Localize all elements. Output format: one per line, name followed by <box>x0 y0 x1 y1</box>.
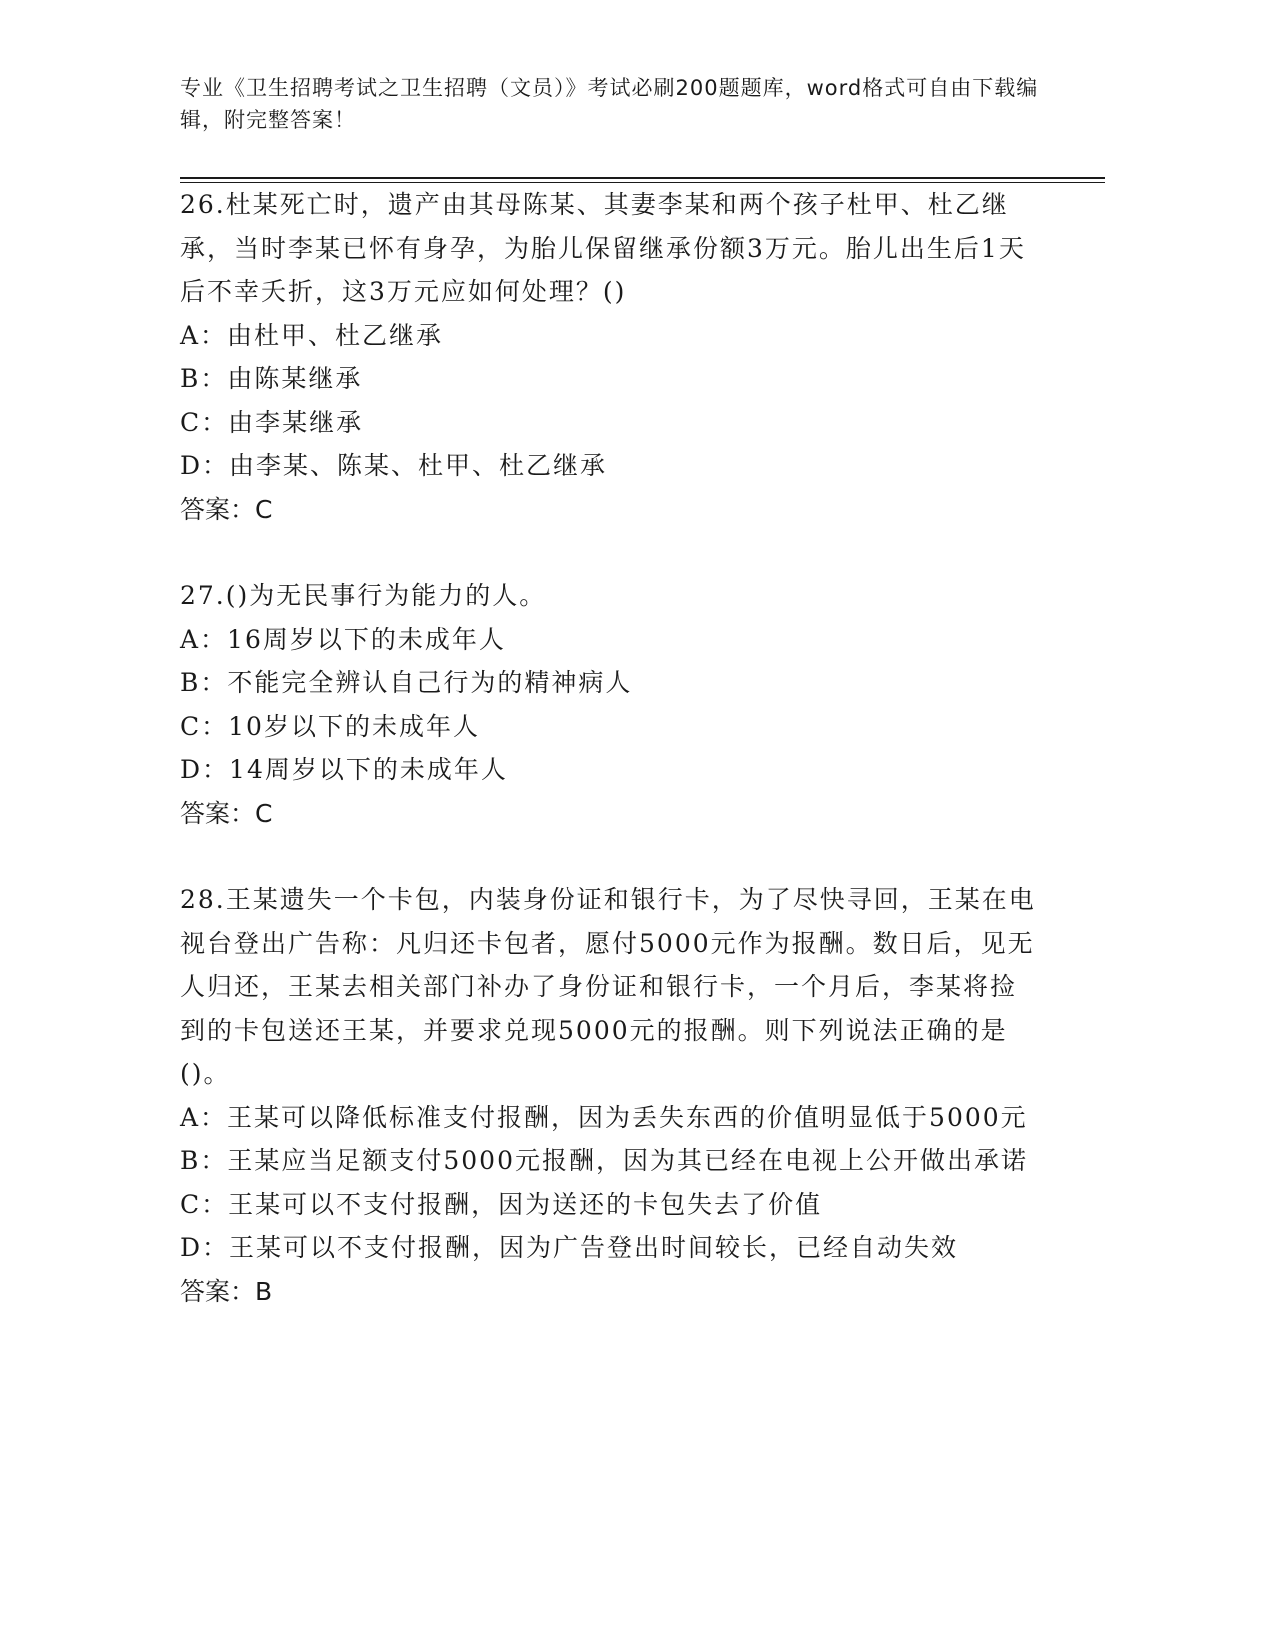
option-d: D：14周岁以下的未成年人 <box>180 755 508 784</box>
option-b: B：王某应当足额支付5000元报酬，因为其已经在电视上公开做出承诺 <box>180 1146 1028 1175</box>
option-c: C：由李某继承 <box>180 407 364 437</box>
answer-label: 答案：B <box>180 1276 273 1306</box>
option-c: C：王某可以不支付报酬，因为送还的卡包失去了价值 <box>180 1189 823 1219</box>
option-b: B：由陈某继承 <box>180 364 363 393</box>
option-d: D：王某可以不支付报酬，因为广告登出时间较长，已经自动失效 <box>180 1233 959 1262</box>
option-d: D：由李某、陈某、杜甲、杜乙继承 <box>180 451 608 480</box>
document-header: 专业《卫生招聘考试之卫生招聘（文员）》考试必刷200题题库，word格式可自由下载编辑，附完整答案！ <box>180 76 1039 132</box>
option-a: A：16周岁以下的未成年人 <box>180 624 506 654</box>
option-a: A：王某可以降低标准支付报酬，因为丢失东西的价值明显低于5000元 <box>180 1102 1028 1132</box>
question-26 <box>180 183 1040 531</box>
option-a: A：由杜甲、杜乙继承 <box>180 320 444 350</box>
option-b: B：不能完全辨认自己行为的精神病人 <box>180 668 633 697</box>
question-stem: 27.()为无民事行为能力的人。 <box>180 581 547 610</box>
question-28 <box>180 878 1040 1313</box>
option-c: C：10岁以下的未成年人 <box>180 711 480 741</box>
question-27 <box>180 574 1040 835</box>
answer-label: 答案：C <box>180 494 273 524</box>
answer-label: 答案：C <box>180 798 273 828</box>
question-stem: 28.王某遗失一个卡包，内装身份证和银行卡，为了尽快寻回，王某在电视台登出广告称：凡归还卡包者，愿付5000元作为报酬。数日后，见无人归还，王某去相关部门补办了身份证和银行卡，一个月后，李某将捡到的卡包送还王某，并要求兑现5000元的报酬。则下列说法正确的是()。 <box>180 885 1036 1088</box>
question-stem: 26.杜某死亡时，遗产由其母陈某、其妻李某和两个孩子杜甲、杜乙继承，当时李某已怀有身孕，为胎儿保留继承份额3万元。胎儿出生后1天后不幸夭折，这3万元应如何处理？() <box>180 190 1026 306</box>
header-divider-thick <box>180 177 1105 179</box>
